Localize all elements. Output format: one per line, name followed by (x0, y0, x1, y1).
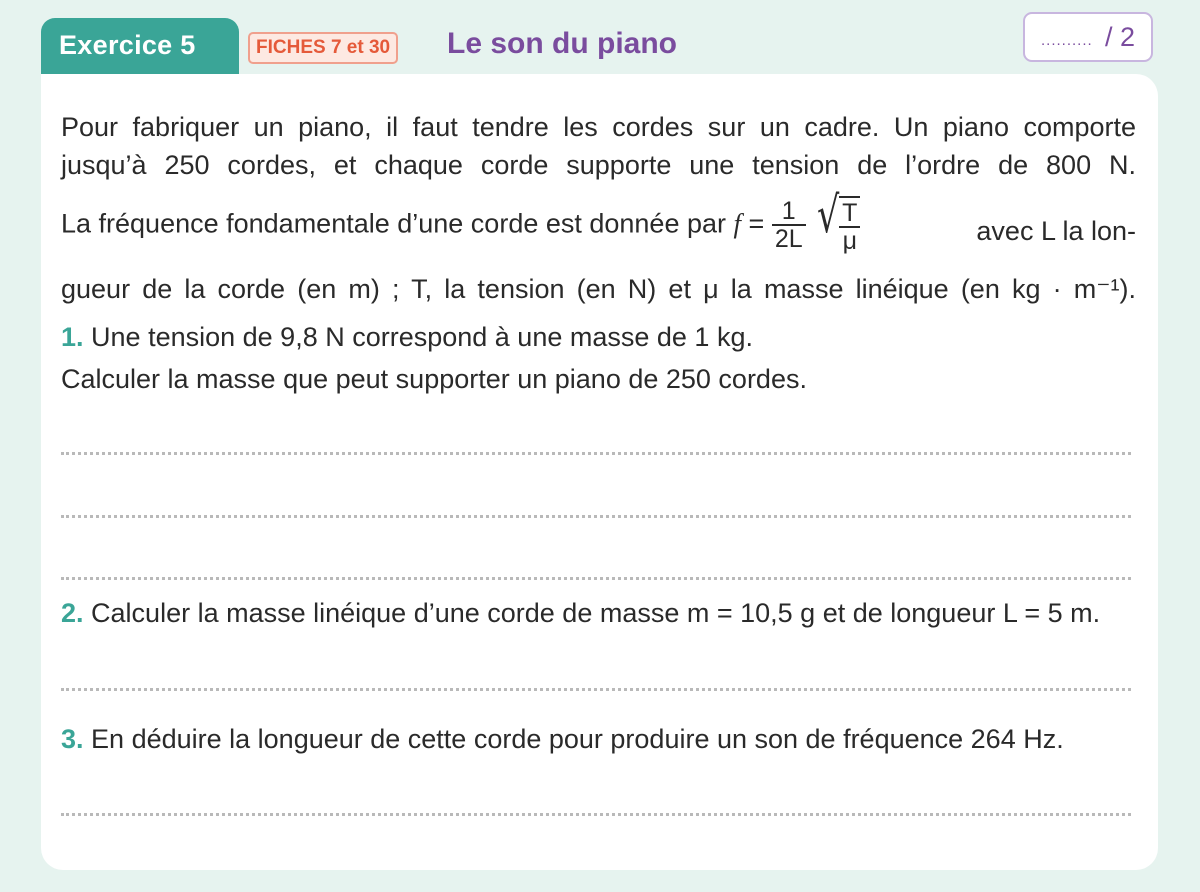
intro-line-3 (61, 186, 1136, 256)
exercise-label: Exercice 5 (59, 30, 196, 60)
exercise-title: Le son du piano (447, 27, 677, 60)
fiches-badge: FICHES 7 et 30 (248, 32, 398, 64)
answer-line[interactable] (61, 515, 1131, 518)
formula-root-denominator: μ (842, 227, 858, 256)
formula-trail-text: avec L la lon- (976, 216, 1136, 246)
formula-numerator: 1 (772, 198, 806, 226)
question-1-number: 1. (61, 322, 84, 352)
question-1-line-2: Calculer la masse que peut supporter un piano de 250 cordes. (61, 364, 807, 394)
radical-sign: √ (817, 186, 840, 244)
formula-denominator: 2L (774, 225, 803, 254)
formula-root-numerator: T (839, 200, 860, 228)
answer-line[interactable] (61, 813, 1131, 816)
score-box (1023, 12, 1153, 62)
question-1-text: Une tension de 9,8 N correspond à une masse de 1 kg. (91, 322, 753, 352)
answer-line[interactable] (61, 577, 1131, 580)
question-2-text: Calculer la masse linéique d’une corde de masse m = 10,5 g et de longueur L = 5 m. (91, 598, 1101, 628)
question-3 (61, 724, 1064, 755)
intro-line-4: gueur de la corde (en m) ; T, la tension (en N) et μ la masse linéique (en kg · m⁻¹). (61, 274, 1136, 304)
intro-line-2: jusqu’à 250 cordes, et chaque corde supporte une tension de l’ordre de 800 N. (61, 150, 1136, 180)
score-total: / 2 (1105, 22, 1136, 52)
answer-line[interactable] (61, 452, 1131, 455)
formula-f: f (733, 208, 742, 239)
question-2 (61, 598, 1100, 629)
formula-equals: = (748, 208, 765, 239)
intro-line-1: Pour fabriquer un piano, il faut tendre les cordes sur un cadre. Un piano comporte (61, 112, 1136, 142)
question-1 (61, 322, 753, 353)
formula-square-root (817, 186, 860, 256)
formula-fraction (772, 198, 806, 253)
score-blank: .......... (1041, 32, 1093, 49)
question-2-number: 2. (61, 598, 84, 628)
exercise-tab (41, 18, 239, 74)
formula-lead-text: La fréquence fondamentale d’une corde est donnée par (61, 208, 726, 239)
question-3-number: 3. (61, 724, 84, 754)
answer-line[interactable] (61, 688, 1131, 691)
formula-root-fraction (839, 200, 860, 255)
question-3-text: En déduire la longueur de cette corde pour produire un son de fréquence 264 Hz. (91, 724, 1064, 754)
